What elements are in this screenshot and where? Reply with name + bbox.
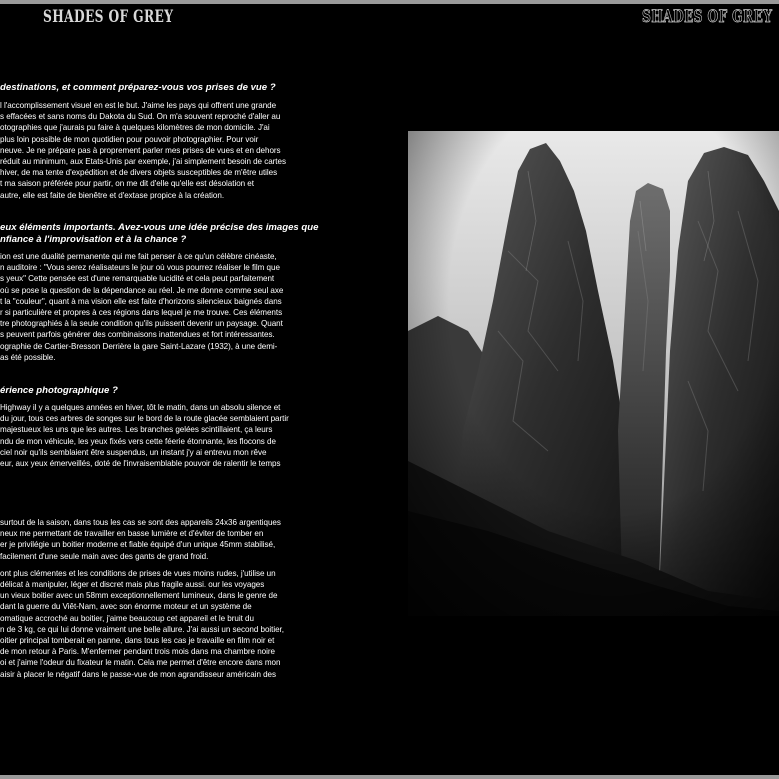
section-3-question: érience photographique ? xyxy=(0,385,118,396)
section-1 xyxy=(0,82,330,201)
text-line: n auditoire : "Vous serez réalisateurs le jour où vous pourrez réaliser le film que xyxy=(0,263,280,273)
text-line: surtout de la saison, dans tous les cas se sont des appareils 24x36 argentiques xyxy=(0,518,281,527)
text-line: ciel noir qu'ils semblaient être suspendus, un instant j'y ai entrevu mon rêve xyxy=(0,447,267,457)
text-line: tre photographiés à la seule condition qu'ils puissent devenir un paysage. Quant xyxy=(0,319,283,329)
section-3-paragraph xyxy=(0,402,330,469)
section-2-question-line: eux éléments importants. Avez-vous une idée précise des images que xyxy=(0,222,319,233)
text-line: ndu de mon véhicule, les yeux fixés vers cette féerie étonnante, les flocons de xyxy=(0,436,276,446)
bottom-frame-border xyxy=(0,775,779,779)
text-line: as été possible. xyxy=(0,352,56,362)
rock-pinnacles-illustration xyxy=(408,131,779,616)
text-line: l l'accomplissement visuel en est le but. J'aime les pays qui offrent une grande xyxy=(0,101,277,110)
section-4-paragraph-1 xyxy=(0,517,330,562)
text-line: r si particulière et propres à ces régions dans lequel je me trouve. Ces éléments xyxy=(0,308,283,318)
text-line: de mon retour à Paris. M'enfermer pendant trois mois dans ma chambre noire xyxy=(0,647,275,657)
text-line: eur, aux yeux émerveillés, doté de l'invraisemblable pouvoir de ralentir le temps xyxy=(0,459,281,469)
text-line: oitier principal tomberait en panne, dans tous les cas je travaille en film noir et xyxy=(0,636,275,646)
text-line: omatique accroché au boitier, j'aime beaucoup cet appareil et le bruit du xyxy=(0,613,254,623)
text-line: ographie de Cartier-Bresson Derrière la gare Saint-Lazare (1932), à une demi- xyxy=(0,341,278,351)
text-line: facilement d'une seule main avec des gants de grand froid. xyxy=(0,551,209,561)
text-line: un vieux boitier avec un 58mm exceptionnellement lumineux, dans le genre de xyxy=(0,591,278,601)
text-line: neuve. Je ne prépare pas à proprement parler mes prises de vues et en dehors xyxy=(0,145,281,155)
text-line: er je privilégie un boitier moderne et fiable équipé d'un unique 45mm stabilisé, xyxy=(0,540,276,550)
text-line: majestueux les uns que les autres. Les branches gelées scintillaient, ça leurs xyxy=(0,425,273,435)
text-line: réduit au minimum, aux Etats-Unis par exemple, j'ai simplement besoin de cartes xyxy=(0,157,286,167)
text-line: otographies que j'aurais pu faire à quelques kilomètres de mon domicile. J'ai xyxy=(0,123,270,133)
text-line: ont plus clémentes et les conditions de prises de vues moins rudes, j'utilise un xyxy=(0,568,276,578)
top-frame-border xyxy=(0,0,779,4)
section-2-paragraph xyxy=(0,251,330,363)
text-line: aisir à placer le négatif dans le passe-vue de mon agrandisseur américain des xyxy=(0,669,276,679)
text-line: où se pose la question de la dépendance au réel. Je me donne comme seul axe xyxy=(0,285,284,295)
text-line: neux me permettant de travailler en basse lumière et d'éviter de tomber en xyxy=(0,529,264,539)
text-line: ion est une dualité permanente qui me fait penser à ce qu'un célèbre cinéaste, xyxy=(0,252,277,261)
masthead-left-title: SHADES OF GREY xyxy=(43,7,174,27)
text-line: oi et j'aime l'odeur du fixateur le matin. Cela me permet d'être encore dans mon xyxy=(0,658,281,668)
masthead-right-title: SHADES OF GREY xyxy=(642,7,773,27)
section-4 xyxy=(0,517,330,680)
rock-pinnacles-photo xyxy=(408,131,779,616)
section-4-paragraph-2 xyxy=(0,568,330,680)
text-line: n de 3 kg, ce qui lui donne vraiment une belle allure. J'ai aussi un second boitier, xyxy=(0,624,284,634)
section-2-question-line: nfiance à l'improvisation et à la chance ? xyxy=(0,234,187,245)
section-1-paragraph xyxy=(0,100,330,201)
section-3 xyxy=(0,385,330,469)
text-line: du jour, tous ces arbres de songes sur le bord de la route glacée semblaient partir xyxy=(0,414,289,424)
text-line: Highway il y a quelques années en hiver, tôt le matin, dans un absolu silence et xyxy=(0,403,281,412)
text-line: t la "couleur", quant à ma vision elle est faite d'horizons silencieux baignés dans xyxy=(0,296,282,306)
text-line: autre, elle est faite de bienêtre et d'extase propice à la création. xyxy=(0,190,225,200)
text-line: dant la guerre du Viêt-Nam, avec son énorme moteur et un système de xyxy=(0,602,252,612)
text-line: s effacées et sans noms du Dakota du Sud. On m'a souvent reproché d'aller au xyxy=(0,112,281,122)
section-1-question: destinations, et comment préparez-vous vos prises de vue ? xyxy=(0,82,276,93)
text-line: s peuvent parfois générer des combinaisons inattendues et fort intéressantes. xyxy=(0,330,275,340)
text-line: t ma saison préférée pour partir, on me dit d'elle qu'elle est désolation et xyxy=(0,179,254,189)
text-line: plus loin possible de mon quotidien pour pouvoir photographier. Pour voir xyxy=(0,134,259,144)
text-line: délicat à manipuler, léger et discret mais plus fragile aussi. our les voyages xyxy=(0,580,265,590)
text-line: hiver, de ma tente d'expédition et de divers objets susceptibles de m'être utiles xyxy=(0,168,278,178)
section-2 xyxy=(0,222,330,363)
text-line: s yeux" Cette pensée est d'une remarquable lucidité et cela peut parfaitement xyxy=(0,274,275,284)
